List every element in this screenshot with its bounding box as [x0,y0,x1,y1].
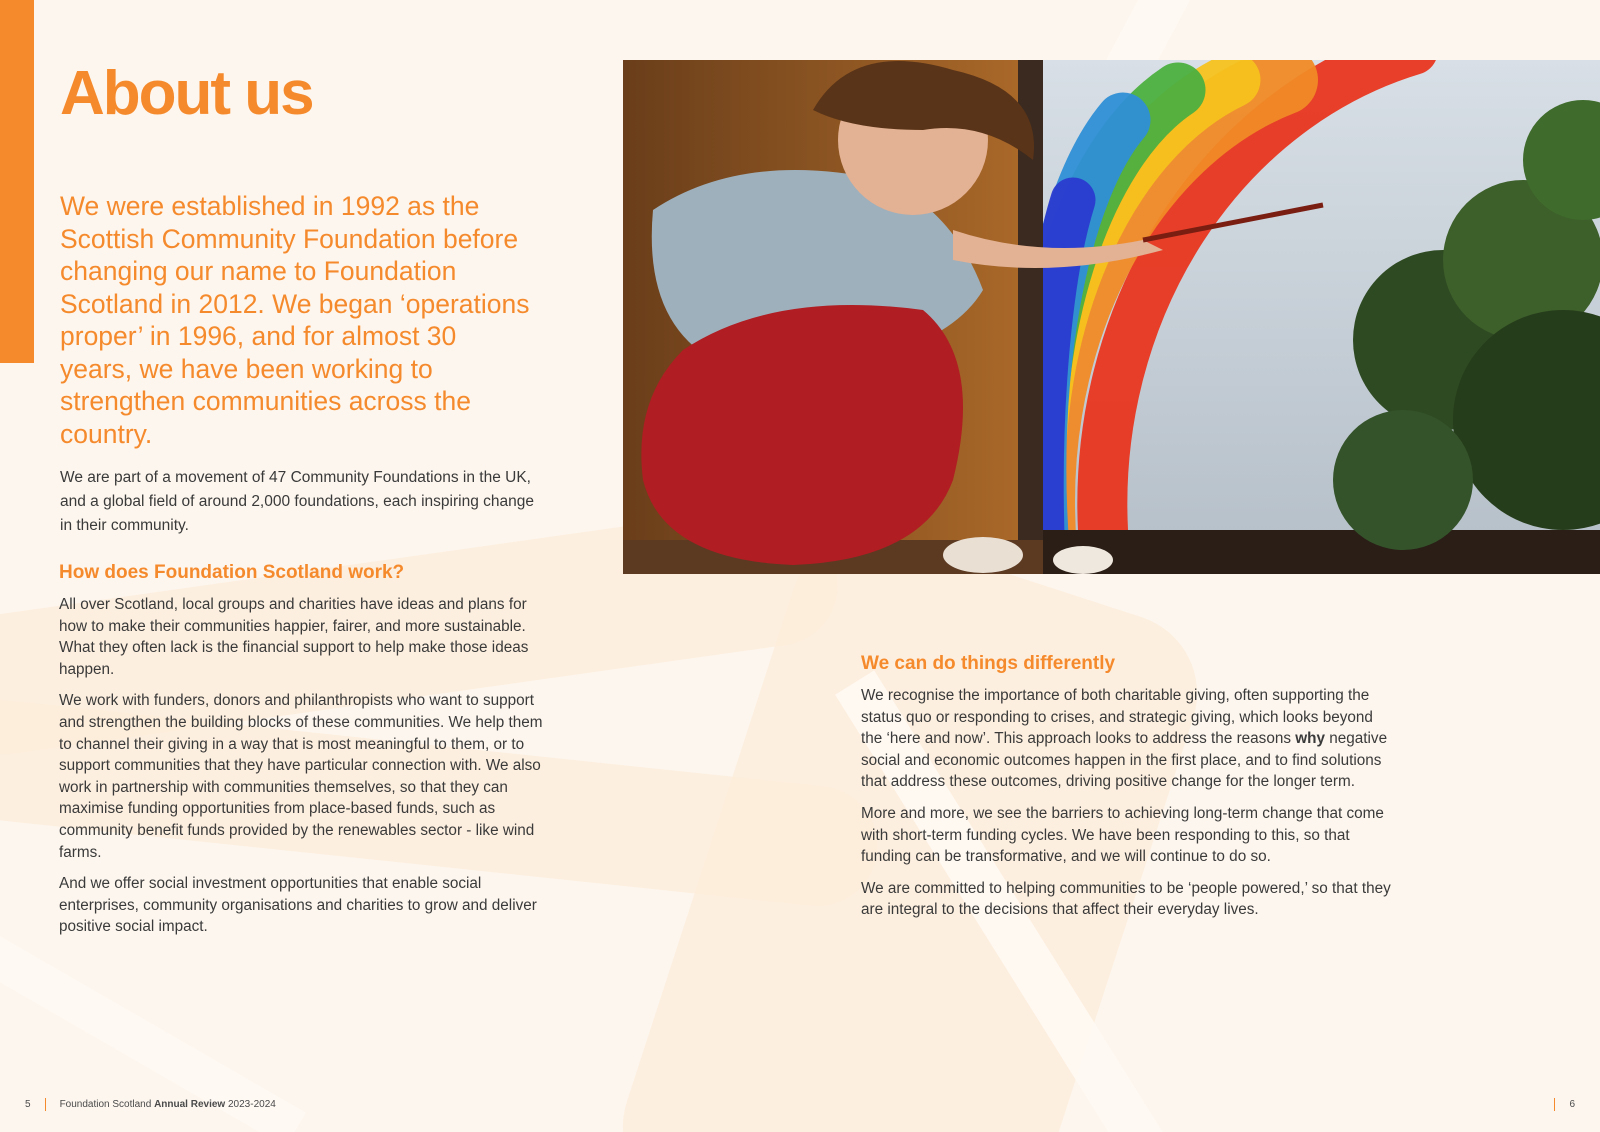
footer-right [1540,1098,1575,1111]
footer-left [25,1098,276,1111]
paragraph-text: negative social and economic outcomes happen in the first place, and to find solutions that address these outcomes, driving positive change for the longer term. [861,730,1388,791]
paragraph-text: We recognise the importance of both charitable giving, often supporting the status quo or responding to crises, and strategic giving, which looks beyond the ‘here and now’. This approach looks to address the reasons [861,687,1373,748]
page-number-left: 5 [25,1099,31,1111]
paragraph [861,685,1396,793]
publication-name: Annual Review [154,1099,226,1111]
paragraph: We work with funders, donors and philanthropists who want to support and strengthen the building blocks of these communities. We help them to channel their giving in a way that is most meaningful to them, or to support communities that they have particular connection with. We also work in partnership with communities themselves, so that they can maximise funding opportunities from place-based funds, such as community benefit funds provided by the renewables sector - like wind farms. [59,692,543,861]
footer-divider [45,1098,46,1111]
paragraph: All over Scotland, local groups and charities have ideas and plans for how to make their communities happier, fairer, and more sustainable. What they often lack is the financial support to help make those ideas happen. [59,596,529,678]
child-painting-rainbow-photo [623,60,1600,574]
lead-paragraph: We are part of a movement of 47 Community Foundations in the UK, and a global field of around 2,000 foundations, each inspiring change in their community. [60,469,534,534]
section-heading-how-it-works: How does Foundation Scotland work? [59,562,405,583]
page-number-right: 6 [1569,1099,1575,1111]
publication-year: 2023-2024 [225,1099,276,1111]
emphasis-why: why [1295,730,1325,748]
paragraph: We are committed to helping communities to be ‘people powered,’ so that they are integral to the decisions that affect their everyday lives. [861,879,1391,919]
section-heading-do-things-differently: We can do things differently [861,653,1116,674]
publication-prefix: Foundation Scotland [59,1099,155,1111]
intro-statement: We were established in 1992 as the Scottish Community Foundation before changing our name to Foundation Scotland in 2012. We began ‘operations proper’ in 1996, and for almost 30 years, we have been working to strengthen communities across the country. [60,191,530,449]
paragraph: And we offer social investment opportunities that enable social enterprises, community organisations and charities to grow and deliver positive social impact. [59,875,537,936]
left-column [59,562,549,948]
right-column [861,653,1396,931]
paragraph: More and more, we see the barriers to achieving long-term change that come with short-term funding cycles. We have been responding to this, so that funding can be transformative, and we will continue to do so. [861,804,1384,866]
footer-divider [1554,1098,1555,1111]
page-title: About us [60,59,313,128]
accent-bar [0,0,34,363]
